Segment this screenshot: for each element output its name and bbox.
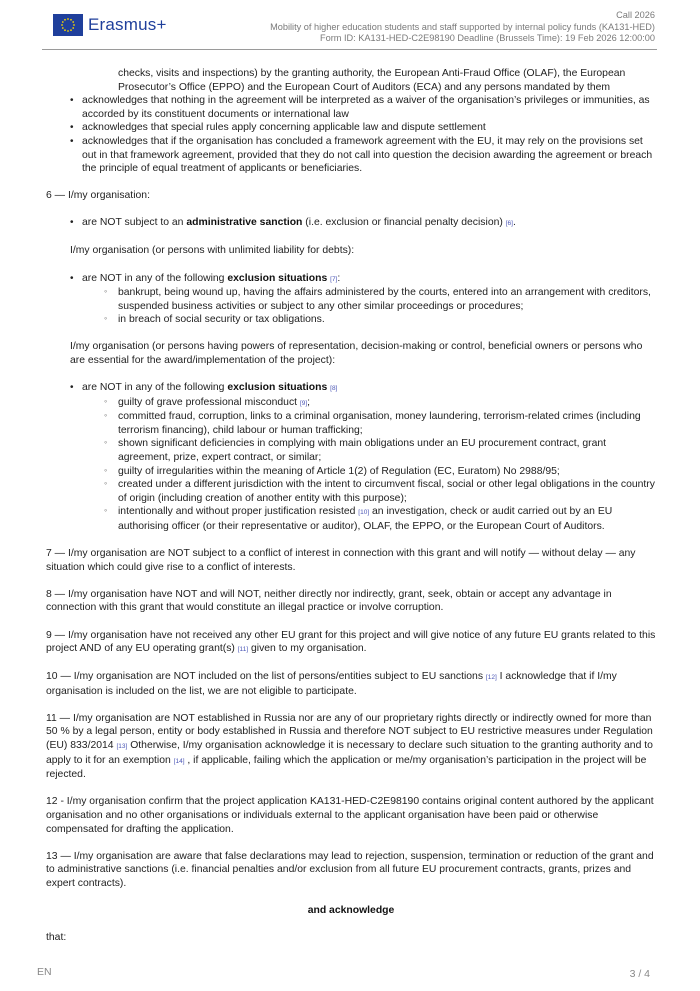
- footnote-link-9[interactable]: [9]: [299, 399, 308, 407]
- bullet-icon: •: [70, 382, 74, 394]
- section-13: 13 — I/my organisation are aware that false declarations may lead to rejection, suspension, termination or reduction of the grant and to administrative sanctions (i.e. financial penalties and/or exclusion from all future EU procurement contracts, grants, prizes and expert contracts).: [46, 850, 654, 889]
- page-header: [0, 0, 700, 50]
- circle-bullet-icon: ◦: [104, 395, 108, 406]
- footnote-link-12[interactable]: [12]: [485, 674, 497, 682]
- bullet-icon: •: [70, 135, 74, 147]
- list-item: ◦ guilty of grave professional misconduct [9];: [104, 395, 311, 408]
- list-item: • acknowledges that if the organisation has concluded a framework agreement with the EU, it may rely on the provisions set out in that framework agreement, provided that they do not call into question the decision awarding the agreement or breach the principle of equal treatment of applicants or beneficiaries.: [70, 135, 653, 175]
- bullet-icon: •: [70, 217, 74, 229]
- circle-bullet-icon: ◦: [104, 313, 108, 324]
- exclusion-list-a: [46, 272, 656, 327]
- list-item: ◦ in breach of social security or tax obligations.: [104, 313, 325, 326]
- list-item: • acknowledges that nothing in the agreement will be interpreted as a waiver of the organisation’s privileges or immunities, as accorded by its constituent documents or international law: [70, 95, 650, 120]
- list-item: ◦ committed fraud, corruption, links to a criminal organisation, money laundering, terrorism-related crimes (including terrorism financing), child labour or human trafficking;: [104, 410, 641, 436]
- bullet-icon: •: [70, 95, 74, 107]
- list-item: • are NOT in any of the following exclusion situations [7]:: [70, 272, 341, 284]
- that-label: that:: [46, 932, 67, 943]
- admin-sanction-list: [46, 216, 656, 231]
- page-number: 3 / 4: [629, 968, 650, 980]
- section-7: 7 — I/my organisation are NOT subject to a conflict of interest in connection with this grant and will notify — without delay — any situation which could give rise to a conflict of interests.: [46, 548, 636, 573]
- acknowledgement-list: [46, 94, 656, 176]
- circle-bullet-icon: ◦: [104, 410, 108, 421]
- eu-flag-icon: [53, 14, 83, 36]
- footnote-link-8[interactable]: [8]: [330, 385, 338, 393]
- bullet-icon: •: [70, 272, 74, 284]
- footnote-link-7[interactable]: [7]: [330, 275, 338, 283]
- bullet-icon: •: [70, 122, 74, 134]
- programme-title: Mobility of higher education students and staff supported by internal policy funds (KA131-HED): [270, 21, 655, 32]
- circle-bullet-icon: ◦: [104, 478, 108, 489]
- list-item: ◦ guilty of irregularities within the meaning of Article 1(2) of Regulation (EC, Euratom) No 2988/95;: [104, 464, 560, 477]
- footnote-link-10[interactable]: [10]: [358, 509, 370, 517]
- list-item: ◦ intentionally and without proper justification resisted [10] an investigation, check or audit carried out by an EU authorising officer (or their representative or auditor), OLAF, the EPPO, or the European Court of Auditors.: [104, 505, 613, 533]
- section-11: 11 — I/my organisation are NOT established in Russia nor are any of our proprietary rights directly or indirectly owned for more than 50 % by a legal person, entity or body established in Russia and therefore NOT subject to EU restrictive measures under Regulation (EU) 833/2014 [13] Otherwise, I/my organisation acknowledge it is necessary to declare such situation to the granting authority and to apply to it for an exemption [14] , if applicable, failing which the application or me/my organisation’s participation in the project will be rejected.: [46, 712, 653, 781]
- brand-name: Erasmus+: [88, 15, 167, 34]
- header-divider: [42, 49, 657, 50]
- and-acknowledge-heading: and acknowledge: [307, 904, 395, 916]
- section-6-heading: 6 — I/my organisation:: [46, 190, 150, 202]
- section-10: 10 — I/my organisation are NOT included on the list of persons/entities subject to EU sanctions [12] I acknowledge that if I/my organisation is included on the list, we are not eligible to participate.: [46, 671, 617, 697]
- footnote-link-6[interactable]: [6]: [505, 220, 513, 228]
- section-12: 12 - I/my organisation confirm that the project application KA131-HED-C2E98190 contains original content authored by the applicant organisation and no other organisations or individuals external to the applicant organisation have been paid or otherwise compensated for drafting the application.: [46, 796, 654, 835]
- circle-bullet-icon: ◦: [104, 437, 108, 448]
- list-item: • acknowledges that special rules apply concerning applicable law and dispute settlement: [70, 122, 486, 134]
- list-item: ◦ bankrupt, being wound up, having the affairs administered by the courts, entered into an arrangement with creditors, suspended business activities or subject to any other similar proceedings or procedures;: [104, 286, 651, 312]
- erasmus-logo: [53, 14, 167, 36]
- section-8: 8 — I/my organisation have NOT and will NOT, neither directly nor indirectly, grant, seek, obtain or accept any advantage in connection with this grant that would constitute an illegal practice or involve corruption.: [46, 588, 612, 614]
- list-item: • are NOT subject to an administrative sanction (i.e. exclusion or financial penalty decision) [6].: [70, 217, 516, 229]
- declaration-body: [46, 67, 656, 945]
- continuation-text: checks, visits and inspections) by the granting authority, the European Anti-Fraud Office (OLAF), the European Prosecutor’s Office (EPPO) and the European Court of Auditors (ECA) and any persons mandated by them: [118, 68, 626, 93]
- footnote-link-14[interactable]: [14]: [173, 757, 185, 765]
- unlimited-liability-para: I/my organisation (or persons with unlimited liability for debts):: [70, 245, 355, 257]
- exclusion-list-b: [46, 381, 656, 534]
- form-id-deadline: Form ID: KA131-HED-C2E98190 Deadline (Brussels Time): 19 Feb 2026 12:00:00: [320, 33, 655, 43]
- footnote-link-13[interactable]: [13]: [116, 743, 128, 751]
- representation-para: I/my organisation (or persons having powers of representation, decision-making or control, beneficial owners or persons who are essential for the award/implementation of the project):: [70, 341, 643, 366]
- circle-bullet-icon: ◦: [104, 505, 108, 516]
- circle-bullet-icon: ◦: [104, 464, 108, 475]
- list-item: ◦ created under a different jurisdiction with the intent to circumvent fiscal, social or other legal obligations in the country of origin (including creation of another entity with this purpose);: [104, 478, 655, 504]
- list-item: • are NOT in any of the following exclusion situations [8]: [70, 382, 338, 394]
- footer-language: EN: [37, 966, 52, 978]
- call-info: [270, 10, 655, 45]
- section-9: 9 — I/my organisation have not received any other EU grant for this project and will give notice of any future EU grants related to this project AND of any EU operating grant(s) [11] given to my organisation.: [46, 629, 656, 655]
- call-year: Call 2026: [616, 10, 655, 20]
- footnote-link-11[interactable]: [11]: [237, 646, 249, 654]
- circle-bullet-icon: ◦: [104, 286, 108, 297]
- list-item: ◦ shown significant deficiencies in complying with main obligations under an EU procurement contract, grant agreement, prize, expert contract, or similar;: [104, 437, 607, 464]
